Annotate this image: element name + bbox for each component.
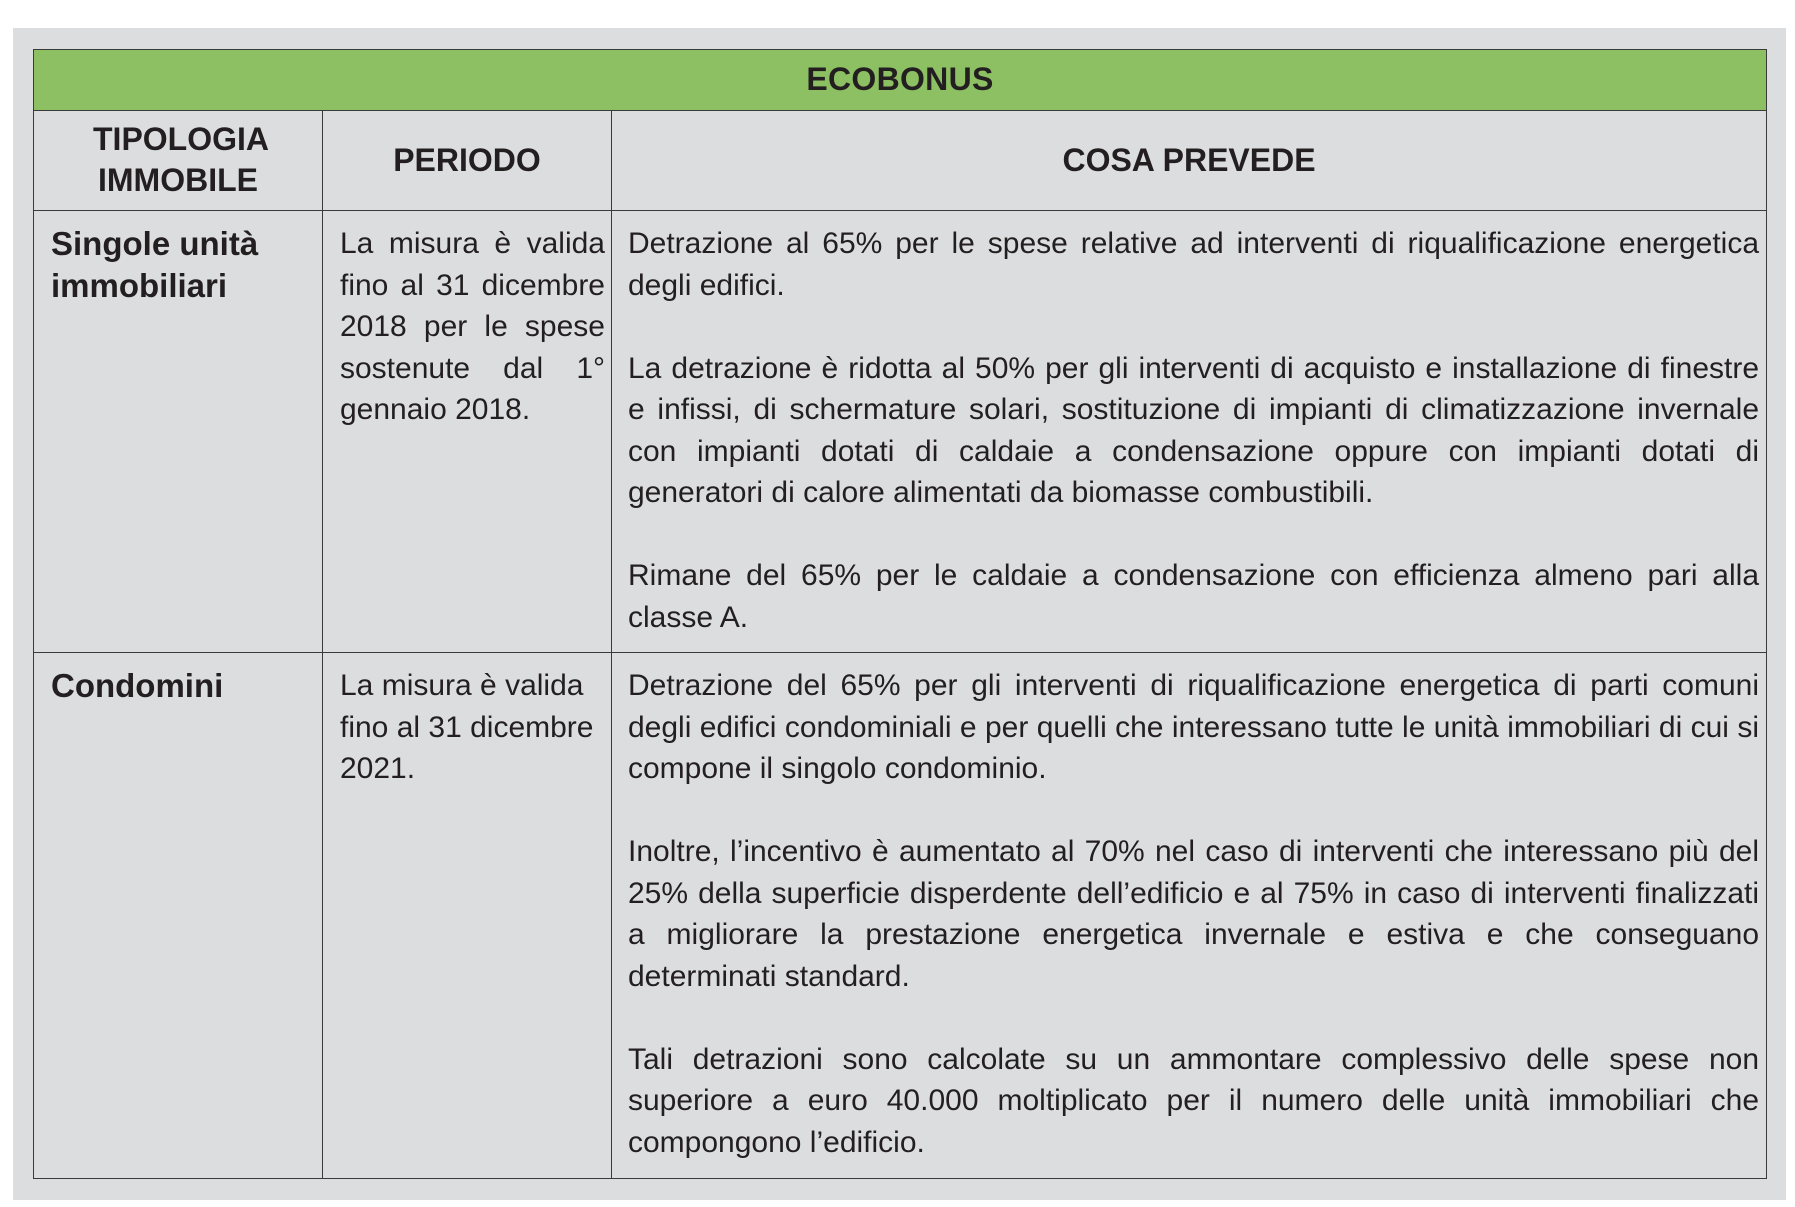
header-description: COSA PREVEDE [612, 110, 1767, 211]
description-paragraph: Detrazione del 65% per gli interventi di riqualificazione energetica di parti comuni degli edifici condominiali e per quelli che interessano tutte le unità immobiliari di cui si compone il singolo condominio. [628, 669, 1760, 786]
table-row [34, 211, 1767, 653]
table-row [34, 653, 1767, 1179]
row-period: La misura è valida fino al 31 dicembre 2021. [323, 653, 612, 1179]
row-description [612, 653, 1767, 1179]
row-description [612, 211, 1767, 653]
description-paragraph: Inoltre, l’incentivo è aumentato al 70% nel caso di interventi che interessano più del 25% della superficie disperdente dell’edificio e al 75% in caso di interventi finalizzati a migliorare la prestazione energetica invernale e estiva e che conseguano determinati standard. [628, 835, 1760, 993]
row-type [34, 211, 323, 653]
row-type-label: Singole unità immobiliari [51, 225, 259, 305]
header-type-label: TIPOLOGIA IMMOBILE [93, 121, 269, 199]
table-frame [13, 28, 1786, 1200]
row-period: La misura è valida fino al 31 dicembre 2018 per le spese sostenute dal 1° gennaio 2018. [323, 211, 612, 653]
header-period: PERIODO [323, 110, 612, 211]
table-title: ECOBONUS [34, 50, 1767, 111]
description-paragraph: Tali detrazioni sono calcolate su un ammontare complessivo delle spese non superiore a euro 40.000 moltiplicato per il numero delle unità immobiliari che compongono l’edificio. [628, 1042, 1760, 1159]
description-paragraph: La detrazione è ridotta al 50% per gli interventi di acquisto e installazione di finestre e infissi, di schermature solari, sostituzione di impianti di climatizzazione invernale con impianti dotati di caldaie a condensazione oppure con impianti dotati di generatori di calore alimentati da biomasse combustibili. [628, 351, 1760, 510]
header-type [34, 110, 323, 211]
row-type: Condomini [34, 653, 323, 1179]
description-paragraph: Rimane del 65% per le caldaie a condensazione con efficienza almeno pari alla classe A. [628, 559, 1760, 634]
description-paragraph: Detrazione al 65% per le spese relative ad interventi di riqualificazione energetica degli edifici. [628, 227, 1760, 302]
ecobonus-table [33, 49, 1767, 1179]
